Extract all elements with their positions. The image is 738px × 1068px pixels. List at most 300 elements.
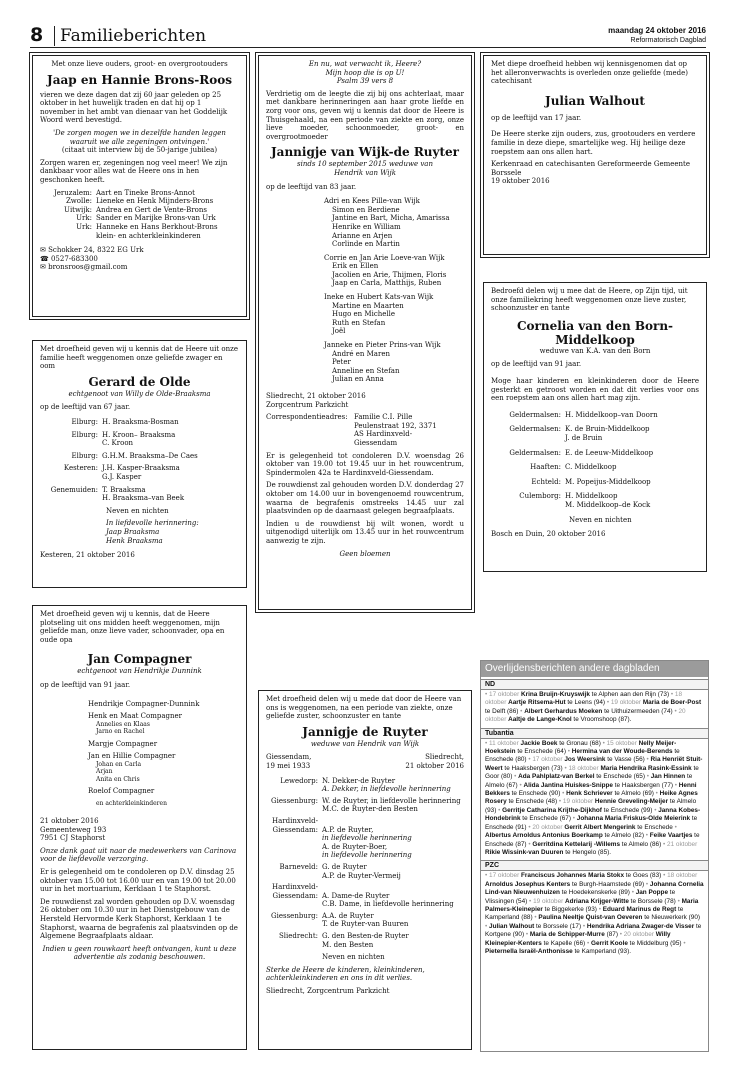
obituary-name: Franciscus Johannes Maria Stokx — [521, 872, 624, 880]
obituary-place: te Almelo (82) — [602, 832, 646, 840]
ad-thanks: Onze dank gaat uit naar de medewerkers van Carinova voor de liefdevolle verzorging. — [40, 846, 237, 864]
bullet-icon: • — [598, 905, 603, 913]
ad-name: Jaap en Hannie Brons-Roos — [47, 72, 232, 87]
bullet-icon: • — [602, 739, 607, 747]
obituary-place: te Burgh-Haamstede (69) — [570, 880, 646, 888]
bullet-icon: • — [485, 922, 490, 930]
ad-text: De rouwdienst zal gehouden worden D.V. donderdag 27 oktober om 14.00 uur in bovengenoemd rouwcentrum, waarna de begrafenis omstreeks 14.45 uur zal plaatsvinden op de daarnaast gelegen begraafplaats. — [266, 481, 464, 516]
obituary-place: te Borssele (78) — [628, 897, 678, 905]
obituary-name: Johanna Cornelia Lind-van Nieuwenhuizen — [485, 880, 704, 897]
ad-de-olde — [32, 340, 247, 588]
birth-date: 19 mei 1933 — [266, 761, 311, 770]
family-name: A. Dame-de Ruyter — [322, 891, 390, 900]
ad-subtitle: Hendrik van Wijk — [334, 168, 396, 177]
obituary-entry — [485, 923, 583, 930]
obituary-date: 19 oktober — [562, 798, 595, 806]
corr-line: AS Hardinxveld- — [354, 430, 413, 439]
ad-age: op de leeftijd van 91 jaar. — [491, 360, 582, 369]
obituary-name: Janna Kobes-Hondebrink — [485, 806, 701, 823]
phone: 0527-683300 — [50, 254, 98, 263]
obituary-entry — [528, 824, 674, 831]
obituary-name: Rikie Wissink-van Duuren — [485, 848, 564, 856]
obituary-date: 19 oktober — [533, 897, 566, 905]
obituary-entry — [485, 872, 663, 879]
place: Kesteren: — [63, 464, 98, 473]
obituary-place: te Nieuwerkerk (90) — [642, 914, 701, 922]
family-name: André en Maren — [332, 349, 390, 358]
ad-text: Indien u de rouwdienst bij wilt wonen, wordt u uitgenodigd uiterlijk om 13.45 uur in het rouwcentrum aanwezig te zijn. — [266, 519, 464, 545]
bullet-icon: • — [646, 756, 651, 764]
bullet-icon: • — [485, 872, 490, 880]
list-tubantia — [481, 739, 708, 859]
bullet-icon: • — [520, 707, 525, 715]
place: Culemborg: — [519, 492, 561, 501]
obituary-name: Ada Pahlplatz-van Berkel — [518, 773, 595, 781]
ad-brons-roos — [32, 55, 247, 317]
obituary-entry — [534, 914, 700, 921]
place: Jeruzalem: — [53, 188, 92, 197]
obituary-name: Hennie Greveling-Meijer — [594, 798, 669, 806]
family-name: Peter — [332, 358, 351, 367]
email: bronsroos@gmail.com — [48, 263, 128, 272]
death-place: Sliedrecht, — [425, 753, 464, 762]
family-name: Henk en Maat Compagner — [88, 712, 182, 721]
obituary-date: 21 oktober — [667, 840, 698, 848]
place: Hardinxveld- — [272, 883, 318, 892]
life-dates — [266, 753, 464, 770]
ad-age: op de leeftijd van 17 jaar. — [491, 113, 582, 122]
obituary-name: Paulina Neeltje Quist-van Oeveren — [538, 914, 643, 922]
ad-walhout — [483, 55, 707, 255]
obituary-name: Eduard Marinus de Regt — [602, 905, 677, 913]
obituary-place: te Hengelo (85). — [563, 848, 612, 856]
obituary-name: Maria Hendrika Rasink-Essink — [600, 764, 692, 772]
envelope-icon: ✉ — [40, 246, 46, 255]
family-name: en achterkleinkinderen — [96, 799, 167, 807]
family-name: Jarno en Rachel — [96, 728, 145, 736]
ad-date: 19 oktober 2016 — [491, 177, 550, 186]
obituary-entry — [562, 790, 656, 797]
obituary-date: 18 oktober — [485, 691, 683, 707]
address: 7951 CJ Staphorst — [40, 834, 106, 843]
corr-line: Giessendam — [354, 438, 398, 447]
family-name: Lieneke en Henk Mijnders-Brons — [96, 197, 214, 206]
family-name: Simon en Berdiene — [332, 205, 400, 214]
family-name: Janneke en Pieter Prins-van Wijk — [324, 341, 441, 350]
obituary-place: te Goes (83) — [624, 872, 664, 880]
obituary-place: te Enschede (65) — [594, 773, 647, 781]
section-nd: ND — [481, 679, 708, 690]
obituary-entry — [514, 773, 647, 780]
ad-intro: Met droefheid geven wij u kennis, dat de Heere plotseling uit ons midden heeft weggenomen, mijn geliefde man, onze lieve vader, schoonvader, opa en oude opa — [40, 610, 225, 644]
bullet-icon: • — [631, 889, 636, 897]
neven: Neven en nichten — [322, 953, 385, 962]
place: Genemuiden: — [50, 485, 98, 494]
place: Giessenburg: — [271, 796, 318, 805]
ad-subtitle: sinds 10 september 2015 weduwe van — [297, 160, 433, 169]
obituary-entry — [526, 931, 620, 938]
bullet-icon: • — [558, 798, 563, 806]
bullet-icon: • — [674, 781, 679, 789]
obituary-name: Alida Jantina Huiskes-Snippe — [523, 781, 613, 789]
obituaries-other-papers — [480, 660, 709, 1052]
bullet-icon: • — [586, 939, 591, 947]
contact — [40, 246, 239, 272]
obituary-name: Pieternella Israël-Anthonisse — [485, 947, 573, 955]
ad-place-date: Kesteren, 21 oktober 2016 — [40, 551, 135, 560]
page-number: 8 — [30, 24, 44, 46]
address: Schokker 24, 8322 EG Urk — [48, 246, 144, 255]
bullet-icon: • — [534, 914, 539, 922]
family-name: in liefdevolle herinnering — [322, 834, 412, 843]
family-name: Jacolien en Arie, Thijmen, Floris — [332, 270, 447, 279]
family-name: G.H.M. Braaksma–De Caes — [102, 451, 198, 460]
death-date: 21 oktober 2016 — [405, 761, 464, 770]
obituary-place: te Kortgene (90) — [485, 922, 702, 939]
place: Geldermalsen: — [509, 425, 561, 434]
place: Zwolle: — [65, 197, 92, 206]
family-name: E. de Leeuw-Middelkoop — [565, 448, 654, 457]
obituary-name: Hendrika Adriana Zwager-de Visser — [586, 922, 695, 930]
bullet-icon: • — [606, 699, 611, 707]
verse-line: Mijn hoop die is op U! — [325, 68, 405, 77]
obituary-name: Aartje Ritsema-Hut — [508, 699, 566, 707]
family-name: Joël — [332, 327, 346, 336]
obituary-name: Gerritdina Kettelarij -Willems — [532, 840, 621, 848]
ad-text: Er is gelegenheid om te condoleren op D.V. dinsdag 25 oktober van 15.00 tot 16.00 uur en van 19.00 tot 20.00 uur in het mortuarium, Kerklaan 1 te Staphorst. — [40, 867, 236, 894]
family-name: A. Dekker, in liefdevolle herinnering — [322, 785, 451, 794]
obituary-name: Willy Kleinepier-Kenters — [485, 931, 671, 947]
place: Elburg: — [71, 417, 98, 426]
obituary-place: te Vlissingen (54) — [485, 889, 676, 905]
bullet-icon: • — [645, 880, 650, 888]
obituary-place: te Vroomshoop (87). — [571, 716, 632, 724]
ad-name: Gerard de Olde — [88, 374, 191, 389]
family-name: Johan en Carla — [96, 760, 142, 768]
ad-name: Julian Walhout — [545, 93, 645, 108]
obituary-name: Adriana Krijger-Witte — [565, 897, 629, 905]
bullet-icon: • — [562, 790, 567, 798]
obituary-place: te Enschede — [635, 823, 675, 831]
obituary-place: te Enschede (90) — [509, 790, 563, 798]
place: Giessenburg: — [271, 911, 318, 920]
family-name: A.P. de Ruyter, — [322, 825, 374, 834]
family-name: A. de Ruyter-Boer, — [322, 842, 388, 851]
place: Giessendam: — [272, 825, 318, 834]
bullet-icon: • — [619, 931, 624, 939]
obituary-name: Albert Gerhardus Moeken — [524, 707, 603, 715]
obituary-place: te Middelburg (95) — [627, 939, 684, 947]
obituary-place: te Leens (94) — [565, 699, 607, 707]
obituary-entry — [529, 898, 678, 905]
family-list — [266, 777, 464, 950]
family-name: Anneline en Stefan — [332, 366, 400, 375]
obituary-entry — [528, 756, 646, 763]
obituary-name: Henk Schriever — [566, 790, 613, 798]
obituary-name: Julian Walhout — [489, 922, 535, 930]
place: Barneveld: — [279, 862, 318, 871]
family-list — [40, 418, 239, 503]
family-name: Henrike en William — [332, 222, 401, 231]
ad-quote: 'De zorgen mogen we in dezelfde handen leggen waaruit we alle zegeningen ontvingen.' — [53, 128, 226, 146]
obituary-date: 20 oktober — [623, 931, 656, 939]
ad-place: Sliedrecht, Zorgcentrum Parkzicht — [266, 987, 390, 996]
family-name: G. den Besten-de Ruyter — [322, 932, 409, 941]
family-name: M. den Besten — [322, 940, 374, 949]
ad-text: Verdrietig om de leegte die zij bij ons achterlaat, maar met dankbare herinneringen aan haar grote liefde en zorg voor ons, geven wij u kennis dat door de Heere is Thuisgehaald, na een periode van ziekte en zorg, onze lieve moeder, schoonmoeder, groot- en overgrootmoeder — [266, 89, 464, 141]
family-name: Corrie en Jan Arie Loeve-van Wijk — [324, 253, 445, 262]
family-name: H. Braaksma-Bosman — [102, 417, 179, 426]
family-name: Roelof Compagner — [88, 786, 155, 795]
obituary-date: 11 oktober — [489, 739, 521, 747]
no-flowers: Geen bloemen — [339, 549, 391, 558]
ad-intro: Bedroefd delen wij u mee dat de Heere, op Zijn tijd, uit onze familiekring heeft weggenomen onze lieve zuster, schoonzuster en tante — [491, 287, 688, 313]
family-name: in liefdevolle herinnering — [322, 851, 412, 860]
ad-date: 21 oktober 2016 — [40, 816, 99, 825]
place: Elburg: — [71, 430, 98, 439]
family-name: Hendrikje Compagner-Dunnink — [88, 699, 200, 708]
ad-intro: Met onze lieve ouders, groot- en overgrootouders — [51, 60, 228, 68]
ad-compagner — [32, 605, 247, 1050]
family-name: Hugo en Michelle — [332, 310, 396, 319]
family-name: Andrea en Gert de Vente-Brons — [96, 205, 207, 214]
family-name: Julian en Anna — [332, 375, 384, 384]
ad-subtitle: weduwe van Hendrik van Wijk — [310, 739, 420, 748]
bullet-icon: • — [582, 922, 587, 930]
obituary-name: Aaltje de Lange-Knol — [508, 716, 572, 724]
family-name: G.J. Kasper — [102, 472, 142, 481]
list-pzc — [481, 871, 708, 957]
obituary-place: te Enschede (91) — [485, 815, 698, 831]
obituary-place: te Uithuizermeeden (74) — [602, 707, 675, 715]
obituary-place: te Biggekerke (93) — [542, 905, 599, 913]
bullet-icon: • — [528, 840, 533, 848]
ad-intro: Met droefheid geven wij u kennis dat de Heere uit onze familie heeft weggenomen onze geliefde zwager en oom — [40, 345, 238, 371]
phone-icon: ☎ — [40, 254, 49, 263]
obituary-place: te Almelo (69) — [612, 790, 656, 798]
place: Urk: — [76, 214, 92, 223]
bullet-icon: • — [564, 764, 569, 772]
family-name: Erik en Ellen — [332, 262, 379, 271]
place: Geldermalsen: — [509, 448, 561, 457]
obituary-place: te Kamperland (93). — [572, 947, 631, 955]
ad-text: De Heere sterke zijn ouders, zus, grootouders en verdere familie in deze diepe, smartelijke weg. Hij heilige deze roepstem aan ons allen hart. — [491, 130, 696, 156]
family-name: H. Braaksma–van Beek — [102, 494, 185, 503]
ad-text: vieren we deze dagen dat zij 60 jaar geleden op 25 oktober in het huwelijk traden en dat hij op 1 november in het ambt van dienaar van het Goddelijk Woord werd bevestigd. — [40, 90, 228, 125]
corr-label: Correspondentieadres: — [266, 413, 348, 422]
place: Urk: — [76, 222, 92, 231]
ad-subtitle: weduwe van K.A. van den Born — [539, 346, 651, 355]
family-name: H. Middelkoop — [565, 492, 618, 501]
corr-line: Peulenstraat 192, 3371 — [354, 421, 437, 430]
ad-de-ruyter — [258, 690, 472, 1050]
section-pzc: PZC — [481, 860, 708, 871]
obituary-name: Jos Weersink — [564, 756, 606, 764]
family-name: J. de Bruin — [565, 433, 603, 442]
ad-text: Zorgen waren er, zegeningen nog veel meer! We zijn dankbaar voor alles wat de Heere ons in hen geschonken heeft. — [40, 158, 228, 184]
obituary-date: 18 oktober — [568, 764, 601, 772]
bullet-icon: • — [663, 840, 668, 848]
family-name: Arianne en Arjen — [332, 231, 393, 240]
ad-van-wijk — [258, 55, 472, 610]
family-name: Adri en Kees Pille-van Wijk — [324, 197, 420, 206]
ad-name: Middelkoop — [555, 332, 635, 347]
bullet-icon: • — [485, 691, 490, 698]
obituary-entry — [520, 708, 674, 715]
ad-intro: Met diepe droefheid hebben wij kennisgenomen dat op het alleronverwachts is overleden onze geliefde (mede) catechisant — [491, 60, 688, 86]
bullet-icon: • — [654, 806, 659, 814]
family-name: T. Braaksma — [102, 485, 146, 494]
family-name: C. Middelkoop — [565, 463, 617, 472]
neven: Neven en nichten — [569, 515, 632, 524]
family-name: Corlinde en Martin — [332, 240, 400, 249]
ad-van-den-born — [483, 282, 707, 572]
family-name: M.C. de Ruyter-den Besten — [322, 805, 418, 814]
obituary-place: te Alphen aan den Rijn (73) — [589, 691, 671, 698]
ad-place-date: Sliedrecht, 21 oktober 2016 — [266, 392, 366, 400]
family-name: A.P. de Ruyter-Vermeij — [322, 871, 401, 880]
obituary-place: te Borssele (17) — [534, 922, 583, 930]
family-name: K. de Bruin-Middelkoop — [565, 425, 650, 434]
memory-name: Henk Braaksma — [106, 536, 163, 545]
bullet-icon: • — [674, 707, 679, 715]
obituaries-title: Overlijdensberichten andere dagbladen — [481, 661, 708, 677]
obituary-name: Maria Palmers-Kleinepier — [485, 897, 699, 913]
obituary-place: te Gronau (68) — [557, 739, 603, 747]
obituary-name: Krina Bruijn-Kruyswijk — [521, 691, 590, 698]
family-name: H. Kroon– Braaksma — [102, 430, 176, 439]
family-name: T. de Ruyter-van Buuren — [322, 920, 409, 929]
obituary-place: te Goor (80) — [485, 764, 699, 781]
family-name: Martine en Maarten — [332, 301, 404, 310]
family-name: Jantine en Bart, Micha, Amarissa — [332, 214, 450, 223]
place: Giessendam: — [272, 891, 318, 900]
obituary-name: Heike Agnes Rosery — [485, 790, 698, 806]
place: Geldermalsen: — [509, 410, 561, 419]
obituary-name: Henni Bekkers — [485, 781, 697, 798]
bullet-icon: • — [674, 823, 677, 831]
family-list — [491, 411, 699, 510]
obituary-date: 18 oktober — [667, 872, 698, 880]
family-name: N. Dekker-de Ruyter — [322, 776, 396, 785]
obituary-name: Nelly Meijer-Hoekstein — [485, 739, 677, 756]
ad-place-date: Bosch en Duin, 20 oktober 2016 — [491, 530, 606, 539]
obituary-entry — [485, 691, 671, 698]
obituary-place: te Enschede (48) — [506, 798, 559, 806]
obituary-entry — [586, 939, 686, 947]
obituary-name: Arnoldus Josephus Kenters — [485, 880, 571, 888]
ad-signature: Kerkenraad en catechisanten Gereformeerde Gemeente Borssele — [491, 160, 690, 177]
obituary-place: te Kamperland (88) — [485, 905, 684, 922]
obituary-place: te Enschede (87) — [485, 832, 700, 848]
place: Uitwijk: — [64, 205, 92, 214]
obituary-name: Maria de Schipper-Murre — [529, 931, 605, 939]
ad-intro: Met droefheid delen wij u mede dat door de Heere van ons is weggenomen, na een periode van ziekte, onze geliefde zuster, schoonzuster en tante — [266, 695, 462, 721]
ad-age: op de leeftijd van 83 jaar. — [266, 182, 357, 191]
birth-place: Giessendam, — [266, 753, 312, 762]
family-name: Jaap en Carla, Matthijs, Ruben — [332, 279, 442, 288]
obituary-date: 17 oktober — [489, 691, 521, 698]
grandchildren: klein- en achterkleinkinderen — [96, 231, 201, 240]
family-list — [40, 700, 239, 807]
obituary-name: Gerrit Albert Mengerink — [564, 823, 636, 831]
obituary-entry — [528, 841, 663, 848]
bullet-icon: • — [525, 931, 530, 939]
ad-place: Zorgcentrum Parkzicht — [266, 400, 349, 409]
family-name: Hanneke en Hans Berkhout-Brons — [96, 222, 218, 231]
section-title: Familieberichten — [54, 26, 206, 46]
bullet-icon: • — [683, 939, 686, 947]
verse-line: En nu, wat verwacht ik, Heere? — [308, 60, 422, 68]
bullet-icon: • — [646, 773, 651, 781]
family-name: Aart en Tineke Brons-Annot — [96, 188, 195, 197]
place: Lewedorp: — [280, 776, 318, 785]
bullet-icon: • — [498, 806, 503, 814]
corr-line: Familie C.I. Pille — [354, 413, 413, 422]
place: Hardinxveld- — [272, 816, 318, 825]
bullet-icon: • — [529, 897, 534, 905]
obituary-place: te Delft (86) — [485, 707, 521, 715]
family-name: C. Kroon — [102, 439, 134, 448]
memory-name: Jaap Braaksma — [106, 527, 160, 536]
place: Sliedrecht: — [279, 932, 318, 941]
obituary-place: (87) — [604, 931, 620, 939]
bullet-icon: • — [519, 781, 524, 789]
obituary-place: te Hoedekenskerke (89) — [559, 889, 632, 897]
ad-subtitle: echtgenoot van Willy de Olde-Braaksma — [68, 389, 211, 398]
obituary-name: Gerrit Koole — [590, 939, 628, 947]
family-name: Anita en Chris — [96, 775, 140, 783]
obituary-date: 15 oktober — [606, 739, 639, 747]
obituary-name: Jan Hinnen — [650, 773, 686, 781]
family-list — [40, 189, 239, 241]
family-name: Jan en Hillie Compagner — [88, 752, 176, 761]
address: Gemeenteweg 193 — [40, 825, 107, 834]
bullet-icon: • — [655, 790, 660, 798]
obituary-date: 17 oktober — [532, 756, 565, 764]
family-list — [266, 197, 464, 384]
family-name: Ineke en Hubert Kats-van Wijk — [324, 293, 434, 302]
bullet-icon: • — [663, 872, 668, 880]
obituary-date: 17 oktober — [489, 872, 521, 880]
memory-label: In liefdevolle herinnering: — [106, 519, 199, 528]
obituary-name: Hermina van der Woude-Berends — [571, 748, 673, 756]
obituary-place: te Enschede (80) — [485, 748, 680, 764]
ad-name: Cornelia van den Born- — [516, 318, 674, 333]
issue-date: maandag 24 oktober 2016 — [608, 26, 706, 35]
obituary-name: Jackie Boek — [520, 739, 558, 747]
obituary-name: Ria Henriët Stuit-Weert — [485, 756, 703, 772]
obituary-place: te Almelo (93) — [485, 798, 697, 814]
obituary-place: te Haaksbergen (77) — [612, 781, 675, 789]
family-name: Arjan — [96, 768, 113, 776]
obituary-name: Johanna Maria Friskus-Olde Meierink — [576, 815, 691, 823]
verse-source: Psalm 39 vers 8 — [336, 77, 394, 86]
bullet-icon: • — [528, 756, 533, 764]
ad-name: Jan Compagner — [87, 652, 192, 667]
family-name: M. Middelkoop–de Kock — [565, 500, 651, 509]
ad-text: Moge haar kinderen en kleinkinderen door de Heere gesterkt en getroost worden en dat dit verlies voor ons een roepstem aan ons allen hart mag zijn. — [491, 376, 699, 403]
obituary-entry — [485, 740, 603, 747]
obituary-date: 20 oktober — [532, 823, 565, 831]
bullet-icon: • — [485, 739, 490, 747]
obituary-place: te Kapelle (66) — [541, 939, 587, 947]
newspaper-name: Reformatorisch Dagblad — [630, 37, 706, 44]
ad-name: Jannigje de Ruyter — [302, 724, 428, 739]
obituary-name: Maria de Boer-Post — [642, 699, 702, 707]
bullet-icon: • — [528, 823, 533, 831]
list-nd — [481, 690, 708, 726]
